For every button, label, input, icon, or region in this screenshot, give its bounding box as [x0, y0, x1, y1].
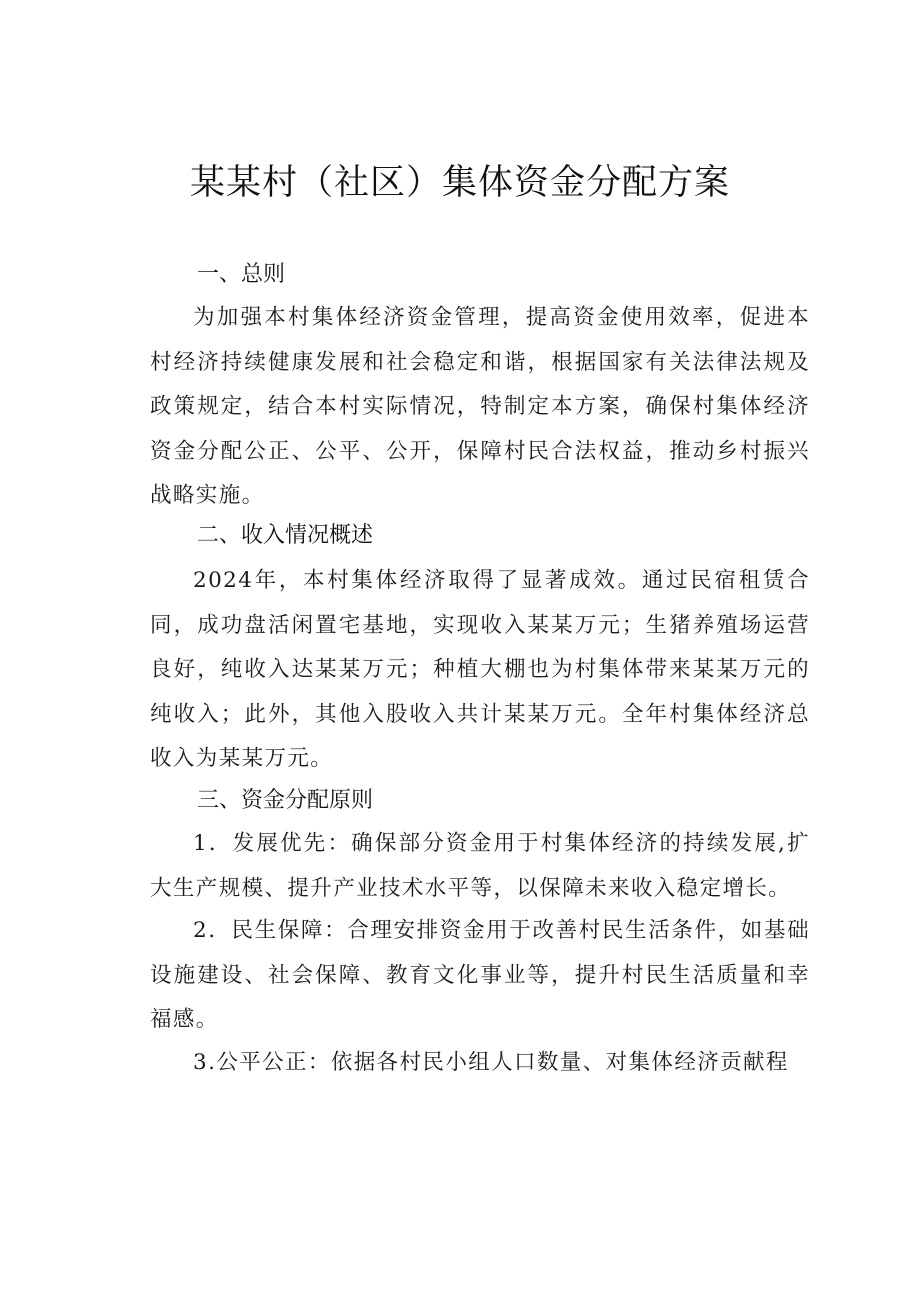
paragraph-income: 2024年，本村集体经济取得了显著成效。通过民宿租赁合同，成功盘活闲置宅基地，实现收入某某万元；生猪养殖场运营良好，纯收入达某某万元；种植大棚也为村集体带来某某万元的纯收入；此外，其他入股收入共计某某万元。全年村集体经济总收入为某某万元。 [150, 568, 810, 772]
section-heading-income: 二、收入情况概述 [197, 523, 374, 548]
section-heading-principles: 三、资金分配原则 [197, 788, 374, 813]
section-heading-general: 一、总则 [197, 262, 286, 287]
paragraph-principle-3: 3.公平公正：依据各村民小组人口数量、对集体经济贡献程 [193, 1050, 789, 1075]
paragraph-general: 为加强本村集体经济资金管理，提高资金使用效率，促进本村经济持续健康发展和社会稳定和谐，根据国家有关法律法规及政策规定，结合本村实际情况，特制定本方案，确保村集体经济资金分配公正、公平、公开，保障村民合法权益，推动乡村振兴战略实施。 [150, 305, 810, 509]
document-title: 某某村（社区）集体资金分配方案 [189, 163, 730, 203]
paragraph-principle-2: 2．民生保障：合理安排资金用于改善村民生活条件，如基础设施建设、社会保障、教育文化事业等，提升村民生活质量和幸福感。 [150, 918, 810, 1033]
paragraph-principle-1: 1．发展优先：确保部分资金用于村集体经济的持续发展,扩大生产规模、提升产业技术水平等，以保障未来收入稳定增长。 [150, 831, 810, 901]
